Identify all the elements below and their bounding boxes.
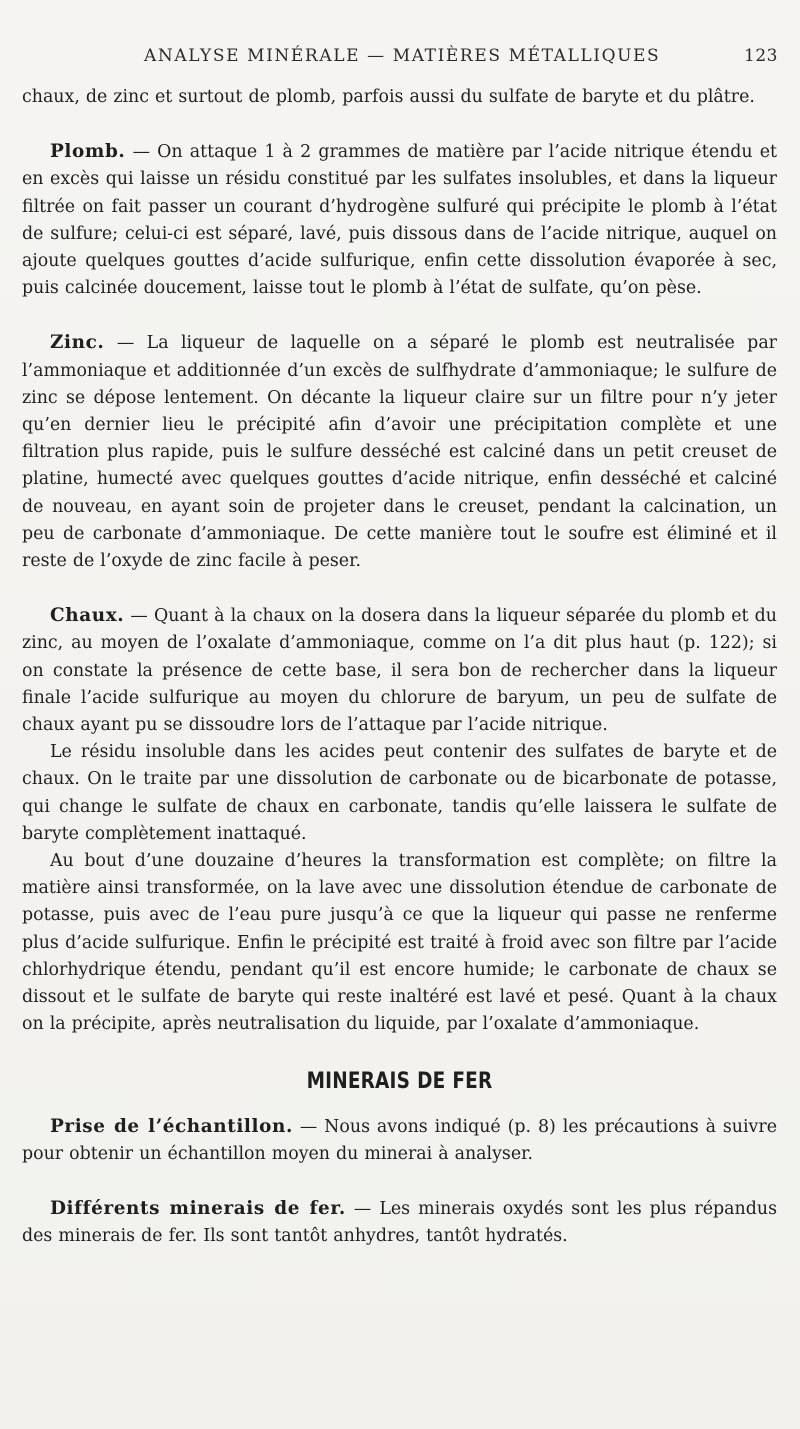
- paragraph-text: Au bout d’une douzaine d’heures la transformation est complète; on filtre la matière ainsi transformée, on la lave avec une dissolution étendue de carbonate de potasse, puis avec de l’eau pure jusqu’à ce que la liqueur qui passe ne renferme plus d’acide sulfurique. Enfin le précipité est traité à froid avec son filtre par l’acide chlorhydrique étendu, pendant qu’il est encore humide; le carbonate de chaux se dissout et le sulfate de baryte qui reste inaltéré est lavé et pesé. Quant à la chaux on la précipite, après neutralisation du liquide, par l’oxalate d’ammoniaque.: [22, 851, 777, 1035]
- paragraph-douzaine: [22, 848, 777, 1038]
- paragraph-text: — Nous avons indiqué (p. 8) les précautions à suivre pour obtenir un échantillon moyen du minerai à analyser.: [22, 1116, 777, 1164]
- runin-heading-prise: Prise de l’échantillon.: [50, 1115, 293, 1137]
- paragraph-text: — Quant à la chaux on la dosera dans la liqueur séparée du plomb et du zinc, au moyen de l’oxalate d’ammoniaque, comme on l’a dit plus haut (p. 122); si on constate la présence de cette base, il sera bon de rechercher dans la liqueur finale l’acide sulfurique au moyen du chlorure de baryum, un peu de sulfate de chaux ayant pu se dissoudre lors de l’attaque par l’acide nitrique.: [22, 606, 777, 736]
- page-number: 123: [744, 46, 778, 66]
- paragraph-prise: [22, 1113, 777, 1168]
- paragraph-chaux: [22, 602, 777, 739]
- paragraph-continued: [22, 84, 777, 111]
- running-title: ANALYSE MINÉRALE — MATIÈRES MÉTALLIQUES: [144, 46, 661, 66]
- paragraph-text: — Les minerais oxydés sont les plus répandus des minerais de fer. Ils sont tantôt anhydres, tantôt hydratés.: [22, 1198, 777, 1247]
- page-body: [22, 84, 777, 1250]
- section-title: MINERAIS DE FER: [306, 1068, 493, 1094]
- runin-heading-differents: Différents minerais de fer.: [50, 1197, 346, 1219]
- running-head: [22, 46, 778, 72]
- paragraph-text: — On attaque 1 à 2 grammes de matière par l’acide nitrique étendu et en excès qui laisse un résidu constitué par les sulfates insolubles, et dans la liqueur filtrée on fait passer un courant d’hydrogène sulfuré qui précipite le plomb à l’état de sulfure; celui-ci est séparé, lavé, puis dissous dans de l’acide nitrique, auquel on ajoute quelques gouttes d’acide sulfurique, enfin cette dissolution évaporée à sec, puis calcinée doucement, laisse tout le plomb à l’état de sulfate, qu’on pèse.: [22, 142, 777, 299]
- paragraph-text: Le résidu insoluble dans les acides peut contenir des sulfates de baryte et de chaux. On le traite par une dissolution de carbonate ou de bicarbonate de potasse, qui change le sulfate de chaux en carbonate, tandis qu’elle laissera le sulfate de baryte complètement inattaqué.: [22, 742, 777, 844]
- paragraph-residu: [22, 739, 777, 848]
- paragraph-plomb: [22, 138, 777, 302]
- runin-heading-chaux: Chaux.: [50, 605, 125, 627]
- paragraph-text: chaux, de zinc et surtout de plomb, parfois aussi du sulfate de baryte et du plâtre.: [22, 87, 755, 107]
- paragraph-zinc: [22, 329, 777, 575]
- runin-heading-plomb: Plomb.: [50, 141, 126, 163]
- paragraph-text: — La liqueur de laquelle on a séparé le plomb est neutralisée par l’ammoniaque et additionnée d’un excès de sulfhydrate d’ammoniaque; le sulfure de zinc se dépose lentement. On décante la liqueur claire sur un filtre pour n’y jeter qu’en dernier lieu le précipité afin d’avoir une précipitation complète et une filtration plus rapide, puis le sulfure desséché est calciné dans un petit creuset de platine, humecté avec quelques gouttes d’acide nitrique, enfin desséché et calciné de nouveau, en ayant soin de projeter dans le creuset, pendant la calcination, un peu de carbonate d’ammoniaque. De cette manière tout le soufre est éliminé et il reste de l’oxyde de zinc facile à peser.: [22, 333, 777, 572]
- paragraph-differents: [22, 1195, 777, 1250]
- runin-heading-zinc: Zinc.: [50, 332, 105, 354]
